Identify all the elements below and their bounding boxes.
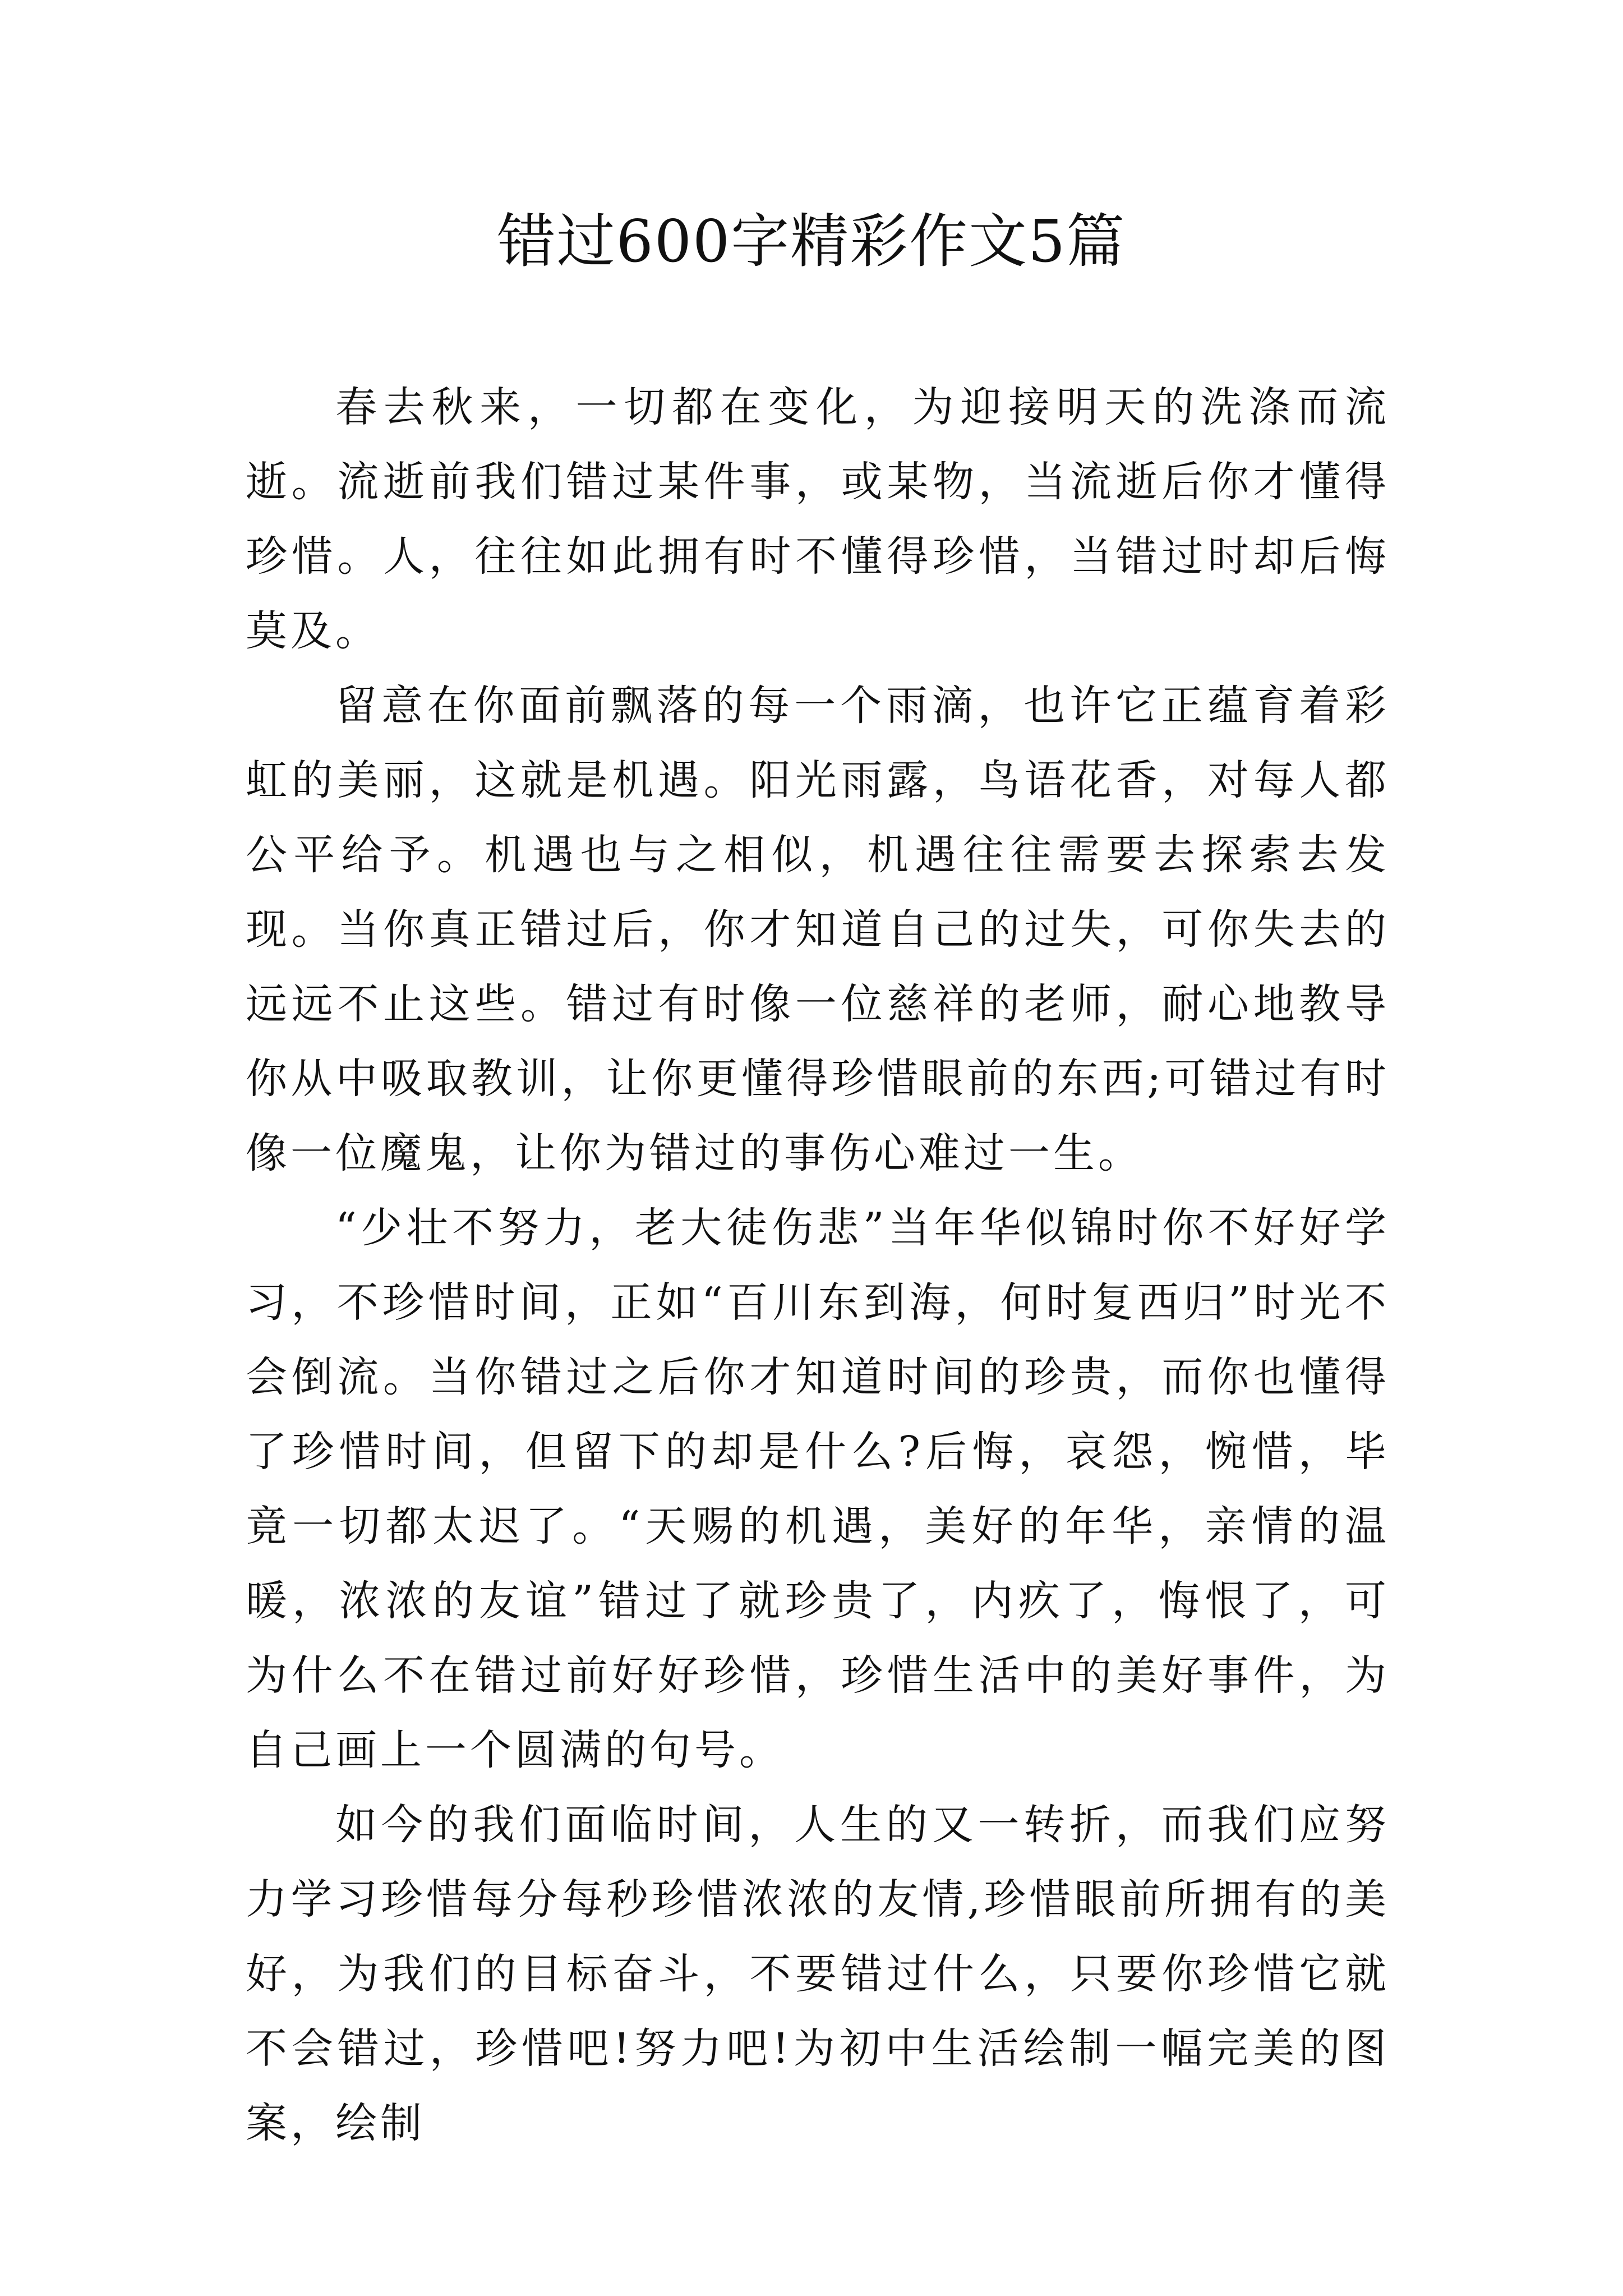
document-title: 错过600字精彩作文5篇: [497, 207, 1126, 275]
paragraph: 留意在你面前飘落的每一个雨滴，也许它正蕴育着彩虹的美丽，这就是机遇。阳光雨露，鸟语花香，对每人都公平给予。机遇也与之相似，机遇往往需要去探索去发现。当你真正错过后，你才知道自己的过失，可你失去的远远不止这些。错过有时像一位慈祥的老师，耐心地教导你从中吸取教训，让你更懂得珍惜眼前的东西;可错过有时像一位魔鬼，让你为错过的事伤心难过一生。: [246, 682, 1390, 1177]
paragraph: 春去秋来，一切都在变化，为迎接明天的洗涤而流逝。流逝前我们错过某件事，或某物，当流逝后你才懂得珍惜。人，往往如此拥有时不懂得珍惜，当错过时却后悔莫及。: [246, 383, 1390, 655]
paragraph: “少壮不努力，老大徒伤悲”当年华似锦时你不好好学习，不珍惜时间，正如“百川东到海，何时复西归”时光不会倒流。当你错过之后你才知道时间的珍贵，而你也懂得了珍惜时间，但留下的却是什么?后悔，哀怨，惋惜，毕竟一切都太迟了。“天赐的机遇，美好的年华，亲情的温暖，浓浓的友谊”错过了就珍贵了，内疚了，悔恨了，可为什么不在错过前好好珍惜，珍惜生活中的美好事件，为自己画上一个圆满的句号。: [246, 1204, 1390, 1774]
document-body: [246, 370, 1390, 2161]
paragraph: 如今的我们面临时间，人生的又一转折，而我们应努力学习珍惜每分每秒珍惜浓浓的友情,珍惜眼前所拥有的美好，为我们的目标奋斗，不要错过什么，只要你珍惜它就不会错过，珍惜吧!努力吧!为初中生活绘制一幅完美的图案，绘制: [246, 1801, 1390, 2147]
